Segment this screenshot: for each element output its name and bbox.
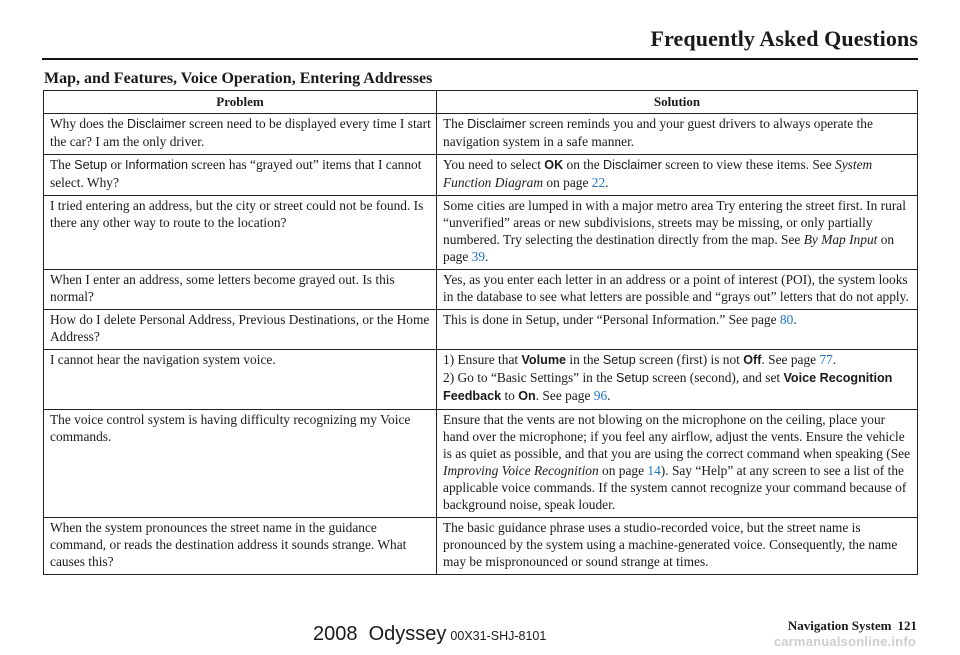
- model-code: 00X31-SHJ-8101: [450, 629, 547, 643]
- section-title: Map, and Features, Voice Operation, Entering Addresses: [44, 70, 433, 87]
- cross-reference-title: By Map Input: [803, 232, 878, 247]
- problem-cell: [44, 196, 437, 270]
- problem-text: I tried entering an address, but the city or street could not be found. Is there any other way to route to the location?: [50, 198, 424, 230]
- solution-text: in the: [566, 352, 603, 367]
- table-row: [44, 196, 918, 270]
- table-row: [44, 155, 918, 196]
- solution-text: The basic guidance phrase uses a studio-recorded voice, but the street name is pronounced by the system using a machine-generated voice. Consequently, the name may be mispronounced or sound strange at times.: [443, 520, 898, 569]
- solution-cell: [437, 350, 918, 410]
- screen-term: On: [518, 389, 536, 403]
- solution-text: screen (second), and set: [648, 370, 784, 385]
- problem-text: or: [107, 157, 125, 172]
- solution-cell: [437, 155, 918, 196]
- page-reference-link[interactable]: 39: [471, 249, 486, 264]
- problem-text: When the system pronounces the street name in the guidance command, or reads the destination address it sounds strange. What causes this?: [50, 520, 407, 569]
- model-year: 2008 Odyssey: [313, 623, 447, 645]
- table-row: [44, 310, 918, 350]
- problem-cell: [44, 350, 437, 410]
- problem-cell: [44, 114, 437, 155]
- problem-text: Why does the: [50, 116, 127, 131]
- solution-cell: [437, 270, 918, 310]
- solution-text: . See page: [761, 352, 820, 367]
- page-reference-link[interactable]: 22: [591, 175, 606, 190]
- table-row: [44, 518, 918, 575]
- screen-term: Volume: [521, 353, 567, 367]
- problem-text: The voice control system is having difficulty recognizing my Voice commands.: [50, 412, 411, 444]
- screen-term: Disclaimer: [602, 158, 662, 172]
- screen-term: Setup: [74, 158, 108, 172]
- screen-term: OK: [544, 158, 564, 172]
- solution-cell: [437, 114, 918, 155]
- problem-text: screen has “grayed out” items that I cannot select. Why?: [50, 157, 422, 190]
- screen-term: Disclaimer: [467, 117, 526, 131]
- column-header-solution: Solution: [437, 91, 918, 114]
- screen-term: Voice Recognition Feedback: [443, 371, 893, 403]
- solution-text: on page: [598, 463, 648, 478]
- faq-table: [43, 90, 918, 575]
- page-reference-link[interactable]: 14: [647, 463, 661, 478]
- problem-cell: [44, 518, 437, 575]
- solution-cell: [437, 310, 918, 350]
- problem-text: The: [50, 157, 75, 172]
- column-header-problem: Problem: [44, 91, 437, 114]
- solution-text: Some cities are lumped in with a major metro area Try entering the street first. In rural “unverified” areas or new subdivisions, streets may be missing, or only partially numbered. Try selecting the destination directly from the map. See: [443, 198, 906, 247]
- solution-cell: [437, 410, 918, 518]
- solution-text: .: [605, 175, 609, 190]
- solution-text: screen to view these items. See: [661, 157, 836, 172]
- problem-cell: [44, 270, 437, 310]
- solution-text: .: [832, 352, 837, 367]
- table-header-row: [44, 91, 918, 114]
- table-row: [44, 410, 918, 518]
- footer-section-name: Navigation System: [787, 618, 892, 633]
- solution-text: 2) Go to “Basic Settings” in the: [443, 370, 616, 385]
- problem-cell: [44, 310, 437, 350]
- problem-text: How do I delete Personal Address, Previous Destinations, or the Home Address?: [50, 312, 430, 344]
- solution-text: . See page: [535, 388, 594, 403]
- screen-term: Setup: [602, 353, 636, 367]
- solution-text: This is done in Setup, under “Personal Information.” See page: [443, 312, 780, 327]
- solution-text: screen (first) is not: [635, 352, 744, 367]
- solution-text: to: [501, 388, 519, 403]
- table-row: [44, 350, 918, 410]
- solution-text: screen reminds you and your guest drivers to always operate the navigation system in a safe manner.: [443, 116, 873, 149]
- header-rule: [42, 58, 918, 60]
- screen-term: Disclaimer: [126, 117, 186, 131]
- solution-text: .: [793, 312, 797, 327]
- cross-reference-title: Improving Voice Recognition: [443, 463, 599, 478]
- solution-text: The: [443, 116, 468, 131]
- solution-text: on page: [543, 175, 592, 190]
- problem-cell: [44, 155, 437, 196]
- problem-cell: [44, 410, 437, 518]
- solution-text: .: [485, 249, 489, 264]
- page-reference-link[interactable]: 77: [819, 352, 833, 367]
- screen-term: Off: [743, 353, 762, 367]
- solution-text: 1) Ensure that: [443, 352, 522, 367]
- cross-reference-title: System Function Diagram: [443, 157, 873, 190]
- solution-text: You need to select: [443, 157, 545, 172]
- page-number: 121: [897, 618, 917, 633]
- solution-text: on the: [563, 157, 603, 172]
- solution-cell: [437, 196, 918, 270]
- solution-text: on page: [443, 232, 895, 264]
- footer-model-info: [313, 623, 546, 646]
- problem-text: screen need to be displayed every time I start the car? I am the only driver.: [50, 116, 431, 149]
- table-row: [44, 270, 918, 310]
- table-row: [44, 114, 918, 155]
- solution-text: ). Say “Help” at any screen to see a list of the applicable voice commands. If the system cannot recognize your command because of background noise, speak louder.: [443, 463, 907, 512]
- solution-cell: [437, 518, 918, 575]
- watermark-text: carmanualsonline.info: [773, 634, 916, 649]
- solution-text: Ensure that the vents are not blowing on the microphone on the ceiling, place your hand over the microphone; if you feel any airflow, adjust the vents. Ensure the vehicle is as quiet as possible, and that you are using the correct command when speaking (See: [443, 412, 911, 461]
- faq-table-body: [44, 114, 918, 575]
- page-reference-link[interactable]: 96: [593, 388, 608, 403]
- problem-text: I cannot hear the navigation system voice.: [50, 352, 276, 367]
- solution-text: .: [607, 388, 611, 403]
- problem-text: When I enter an address, some letters become grayed out. Is this normal?: [50, 272, 395, 304]
- screen-term: Setup: [615, 371, 649, 385]
- screen-term: Information: [124, 158, 188, 172]
- solution-text: Yes, as you enter each letter in an address or a point of interest (POI), the system looks in the database to see what letters are possible and “grays out” letters that do not apply.: [443, 272, 909, 304]
- page-reference-link[interactable]: 80: [779, 312, 794, 327]
- footer-page-label: [788, 618, 917, 634]
- page-header-title: Frequently Asked Questions: [650, 26, 918, 51]
